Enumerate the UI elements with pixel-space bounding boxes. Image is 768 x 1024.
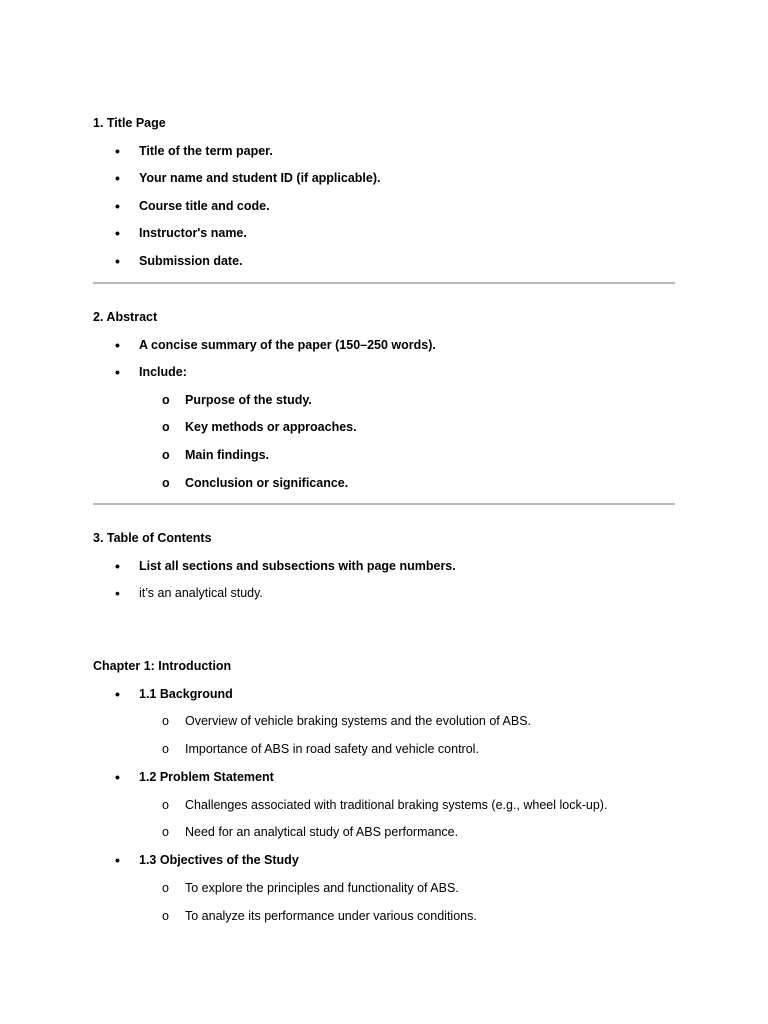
- sub-list-item: o Purpose of the study.: [162, 392, 312, 407]
- bullet-icon: •: [115, 768, 120, 785]
- list-item: • 1.2 Problem Statement: [115, 768, 274, 785]
- sub-bullet-icon: o: [162, 420, 170, 434]
- bullet-icon: •: [115, 557, 120, 574]
- sub-list-item: o Importance of ABS in road safety and vehicle control.: [162, 742, 479, 756]
- list-item: • Instructor's name.: [115, 225, 247, 241]
- sub-bullet-icon: o: [162, 797, 169, 812]
- section-heading-title-page: 1. Title Page: [93, 116, 166, 130]
- sub-bullet-icon: o: [162, 908, 169, 923]
- sub-list-item: o To explore the principles and functionality of ABS.: [162, 880, 459, 895]
- sub-list-item: o Need for an analytical study of ABS performance.: [162, 825, 459, 839]
- list-item: • A concise summary of the paper (150–250 words).: [115, 336, 436, 353]
- bullet-icon: •: [115, 197, 120, 214]
- bullet-icon: •: [115, 852, 120, 868]
- sub-bullet-icon: o: [162, 448, 170, 462]
- list-item: • Submission date.: [115, 252, 243, 269]
- sub-bullet-icon: o: [162, 475, 170, 490]
- sub-list-item: o Key methods or approaches.: [162, 420, 357, 434]
- sub-bullet-icon: o: [162, 742, 169, 756]
- chapter-heading: Chapter 1: Introduction: [93, 659, 232, 673]
- sub-bullet-icon: o: [162, 714, 169, 728]
- sub-bullet-icon: o: [162, 880, 169, 895]
- list-item: • Course title and code.: [115, 197, 270, 214]
- sub-bullet-icon: o: [162, 392, 170, 407]
- bullet-icon: •: [115, 364, 120, 380]
- list-item: • List all sections and subsections with page numbers.: [115, 557, 456, 574]
- sub-list-item: o Overview of vehicle braking systems and the evolution of ABS.: [162, 714, 532, 728]
- sub-bullet-icon: o: [162, 825, 169, 839]
- section-heading-toc: 3. Table of Contents: [93, 530, 212, 545]
- section-heading-abstract: 2. Abstract: [93, 309, 158, 324]
- bullet-icon: •: [115, 685, 120, 702]
- sub-list-item: o Challenges associated with traditional braking systems (e.g., wheel lock-up).: [162, 797, 608, 812]
- bullet-icon: •: [115, 336, 120, 353]
- bullet-icon: •: [115, 585, 120, 601]
- bullet-icon: •: [115, 225, 120, 241]
- list-item: • 1.1 Background: [115, 685, 233, 702]
- list-item: • 1.3 Objectives of the Study: [115, 852, 299, 868]
- sub-list-item: o To analyze its performance under various conditions.: [162, 908, 477, 923]
- bullet-icon: •: [115, 170, 120, 186]
- sub-list-item: o Conclusion or significance.: [162, 475, 349, 490]
- bullet-icon: •: [115, 252, 120, 269]
- bullet-icon: •: [115, 142, 120, 159]
- document-body: [93, 114, 675, 925]
- list-item: • it’s an analytical study.: [115, 585, 263, 601]
- sub-list-item: o Main findings.: [162, 448, 270, 462]
- list-item: • Your name and student ID (if applicable).: [115, 170, 381, 186]
- list-item: • Include:: [115, 364, 187, 380]
- list-item: • Title of the term paper.: [115, 142, 273, 159]
